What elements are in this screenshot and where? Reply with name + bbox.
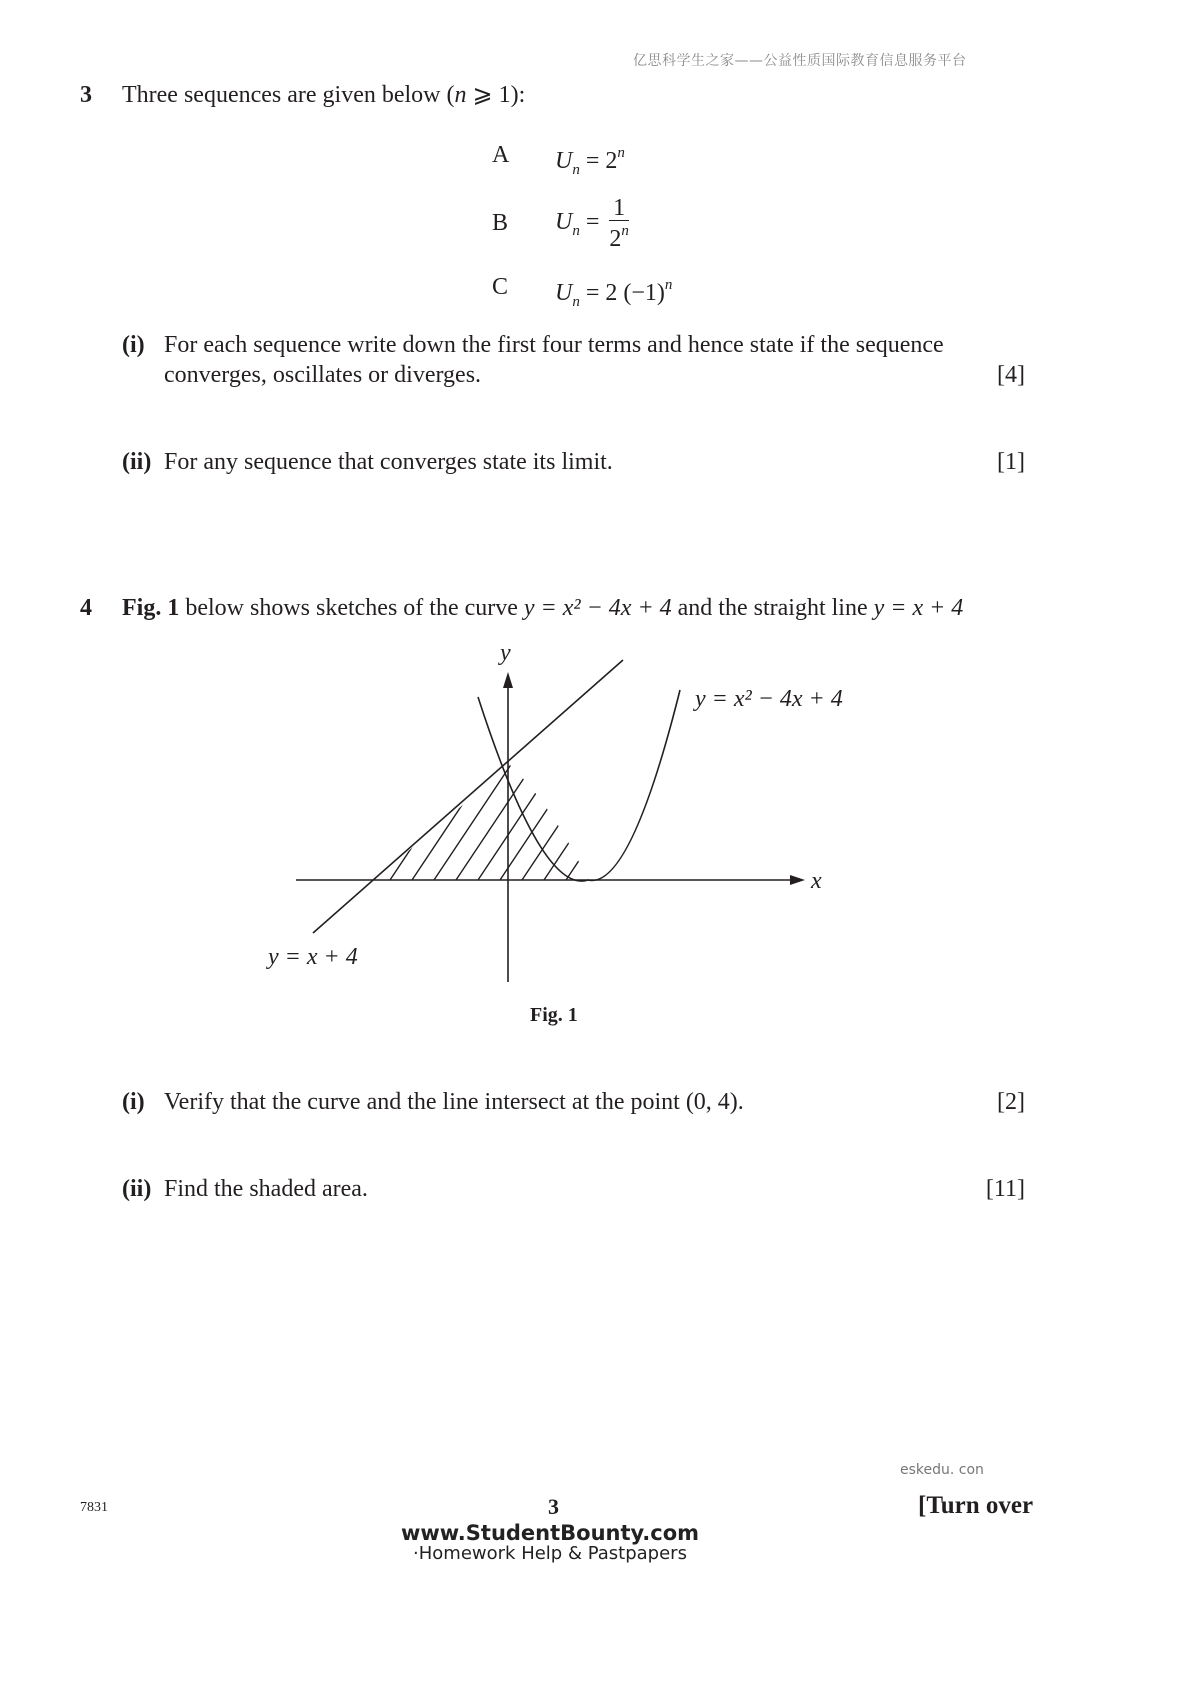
q4-part-ii-text: Find the shaded area. — [164, 1176, 368, 1202]
hatch-line — [412, 760, 492, 880]
seq-b-lhs: U — [555, 209, 573, 236]
question-3-intro-var: n — [454, 82, 467, 108]
x-axis-label: x — [811, 868, 822, 894]
q3-part-i-label: (i) — [122, 332, 145, 358]
question-3-intro — [122, 80, 525, 110]
sequence-c-formula — [555, 272, 672, 317]
hatch-line — [456, 760, 536, 880]
header-platform-text: 亿思科学生之家——公益性质国际教育信息服务平台 — [633, 53, 967, 69]
footer-site-text: eskedu. con — [900, 1462, 984, 1478]
q3-part-i-marks: [4] — [997, 362, 1025, 388]
studentbounty-watermark — [380, 1522, 720, 1564]
sequence-b-formula — [555, 196, 629, 251]
question-3-number: 3 — [80, 82, 92, 108]
sequence-b-label: B — [492, 210, 509, 236]
seq-a-lhs: U — [555, 148, 573, 174]
seq-a-sub: n — [572, 161, 580, 178]
hatch-line — [500, 760, 580, 880]
seq-c-sub: n — [572, 293, 580, 310]
seq-c-lhs: U — [555, 280, 573, 306]
q4-intro-mid: and the straight line — [671, 595, 874, 621]
seq-a-rhs: = 2 — [579, 148, 618, 174]
watermark-tagline: ·Homework Help & Pastpapers — [413, 1543, 687, 1564]
q4-intro-text: below shows sketches of the curve — [179, 595, 524, 621]
paper-code: 7831 — [80, 1500, 108, 1515]
hatch-line — [390, 760, 470, 880]
y-axis-label: y — [500, 640, 511, 666]
hatch-line — [522, 760, 602, 880]
seq-b-den-sup: n — [621, 223, 629, 239]
q3-part-ii-text: For any sequence that converges state its limit. — [164, 449, 613, 475]
seq-b-denominator — [609, 221, 629, 251]
question-4-intro — [122, 593, 963, 623]
seq-b-numerator: 1 — [609, 196, 629, 221]
q4-part-ii-label: (ii) — [122, 1176, 152, 1202]
q4-intro-bold: Fig. 1 — [122, 595, 180, 621]
q4-part-i-text: Verify that the curve and the line intersect at the point (0, 4). — [164, 1089, 744, 1115]
figure-1-caption: Fig. 1 — [530, 1004, 578, 1026]
seq-b-den-base: 2 — [609, 226, 622, 252]
q4-part-ii-marks: [11] — [985, 1176, 1025, 1202]
sequence-a-formula — [555, 140, 625, 185]
sequence-c-label: C — [492, 274, 509, 300]
hatch-line — [544, 760, 624, 880]
seq-b-fraction — [609, 196, 629, 251]
x-axis-arrowhead — [790, 875, 805, 885]
page-number: 3 — [548, 1494, 559, 1519]
question-3-intro-rest: ⩾ 1): — [466, 82, 526, 108]
question-4-number: 4 — [80, 595, 92, 621]
q4-part-i-label: (i) — [122, 1089, 145, 1115]
sequence-a-label: A — [492, 142, 510, 168]
line-label: y = x + 4 — [268, 944, 358, 970]
seq-c-rhs: = 2 (−1) — [579, 280, 665, 306]
shaded-region-hatching — [390, 760, 646, 880]
watermark-url: www.StudentBounty.com — [400, 1521, 700, 1545]
hatch-line — [566, 760, 646, 880]
q3-part-ii-label: (ii) — [122, 449, 152, 475]
seq-b-rhs: = — [579, 209, 606, 236]
q4-part-i-marks: [2] — [997, 1089, 1025, 1115]
q3-part-i-line2: converges, oscillates or diverges. — [164, 362, 482, 388]
q3-part-i-line1: For each sequence write down the first four terms and hence state if the sequence — [164, 332, 944, 358]
seq-a-sup: n — [617, 145, 625, 161]
q4-curve-equation: y = x² − 4x + 4 — [523, 595, 672, 621]
turn-over-text: [Turn over — [918, 1492, 1034, 1519]
seq-c-sup: n — [664, 277, 673, 293]
y-axis-arrowhead — [503, 672, 513, 688]
hatch-line — [434, 760, 514, 880]
seq-b-sub: n — [572, 222, 580, 239]
q3-part-ii-marks: [1] — [997, 449, 1025, 475]
curve-label: y = x² − 4x + 4 — [695, 686, 843, 712]
q4-line-equation: y = x + 4 — [873, 595, 964, 621]
straight-line — [313, 660, 623, 933]
question-3-intro-text: Three sequences are given below ( — [122, 82, 455, 108]
